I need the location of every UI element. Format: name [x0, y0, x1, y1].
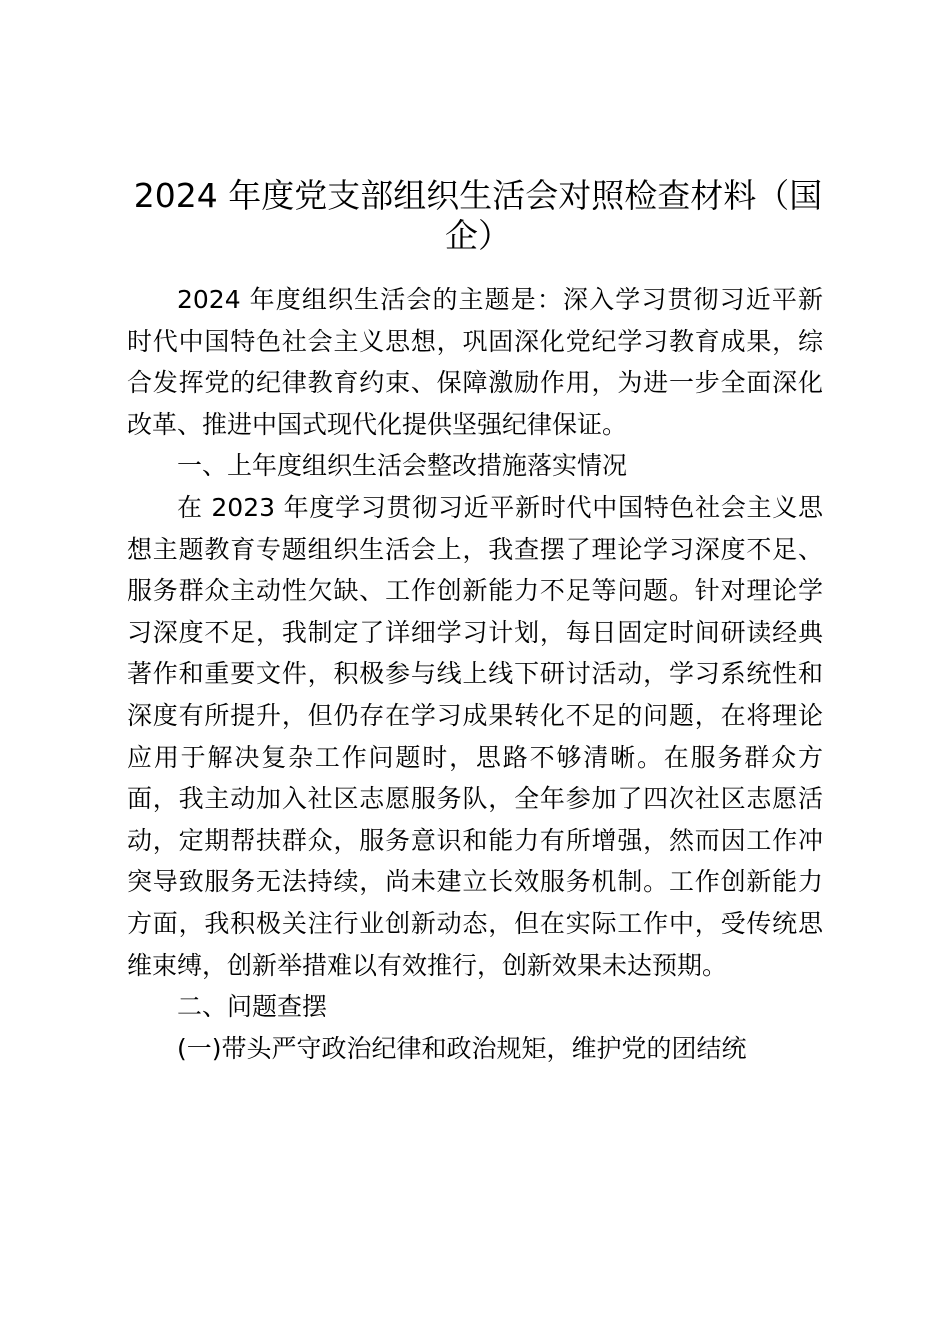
document-body	[127, 279, 823, 1069]
subsection-heading-1: (一)带头严守政治纪律和政治规矩，维护党的团结统	[177, 1033, 747, 1063]
section-heading-2: 二、问题查摆	[177, 992, 328, 1022]
paragraph-rectification: 在 2023 年度学习贯彻习近平新时代中国特色社会主义思想主题教育专题组织生活会上，我查摆了理论学习深度不足、服务群众主动性欠缺、工作创新能力不足等问题。针对理论学习深度不足，我制定了详细学习计划，每日固定时间研读经典著作和重要文件，积极参与线上线下研讨活动，学习系统性和深度有所提升，但仍存在学习成果转化不足的问题，在将理论应用于解决复杂工作问题时，思路不够清晰。在服务群众方面，我主动加入社区志愿服务队，全年参加了四次社区志愿活动，定期帮扶群众，服务意识和能力有所增强，然而因工作冲突导致服务无法持续，尚未建立长效服务机制。工作创新能力方面，我积极关注行业创新动态，但在实际工作中，受传统思维束缚，创新举措难以有效推行，创新效果未达预期。	[127, 492, 823, 980]
paragraph-theme: 2024 年度组织生活会的主题是：深入学习贯彻习近平新时代中国特色社会主义思想，巩固深化党纪学习教育成果，综合发挥党的纪律教育约束、保障激励作用，为进一步全面深化改革、推进中国式现代化提供坚强纪律保证。	[127, 285, 823, 439]
document-title: 2024 年度党支部组织生活会对照检查材料（国企）	[133, 176, 823, 255]
section-heading-1: 一、上年度组织生活会整改措施落实情况	[177, 451, 628, 481]
